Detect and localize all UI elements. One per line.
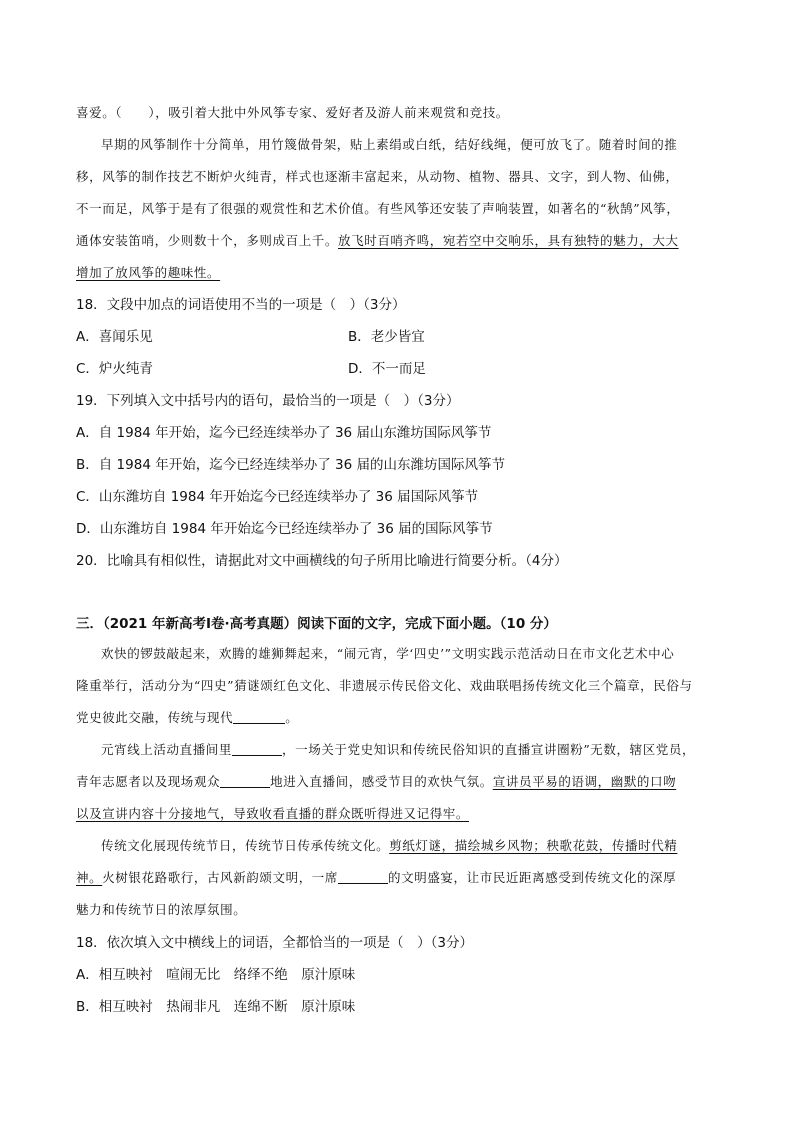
underlined-sentence-start: 宣讲员平易的语调，幽默的口吻 <box>492 774 677 789</box>
passage-b-p3-line-2-text: 火树银花路歌行，古风新韵颂文明，一席 <box>102 870 339 885</box>
passage-b-p3-line-3: 魅力和传统节日的浓厚氛围。 <box>76 902 247 917</box>
fill-blank-3 <box>220 775 270 788</box>
passage-a-line-5-plain: 通体安装笛哨，少则数十个，多则成百上千。 <box>76 233 339 248</box>
question-18-stem: 18．文段中加点的词语使用不当的一项是（ ）（3分） <box>76 297 406 313</box>
passage-a-line-2: 早期的风筝制作十分简单，用竹篾做骨架，贴上素绢或白纸，结好线绳，便可放飞了。随着时间的推 <box>101 137 678 152</box>
question-18-option-c: C．炉火纯青 <box>76 361 153 377</box>
passage-b-p1-line-3-end: 。 <box>285 710 299 725</box>
passage-b-p3-line-1-text: 传统文化展现传统节日，传统节日传承传统文化。 <box>101 838 390 853</box>
passage-a-line-1: 喜爱。（ ），吸引着大批中外风筝专家、爱好者及游人前来观赏和竞技。 <box>76 105 509 120</box>
passage-b-p2-line-2-mid: 地进入直播间，感受节目的欢快气氛。 <box>270 774 493 789</box>
question-19-option-d: D．山东潍坊自 1984 年开始迄今已经连续举办了 36 届的国际风筝节 <box>76 521 493 537</box>
passage-b-p2-line-2-text: 青年志愿者以及现场观众 <box>76 774 221 789</box>
fill-blank-2 <box>232 743 282 756</box>
question-19-option-c: C．山东潍坊自 1984 年开始迄今已经连续举办了 36 届国际风筝节 <box>76 489 479 505</box>
passage-b-p1-line-1: 欢快的锣鼓敲起来，欢腾的雄狮舞起来，“闹元宵，学‘四史’”文明实践示范活动日在市文化艺术中心 <box>101 646 675 661</box>
question-19-option-b: B．自 1984 年开始，迄今已经连续举办了 36 届的山东潍坊国际风筝节 <box>76 457 505 473</box>
passage-a-line-5 <box>76 231 679 249</box>
passage-b-p2-line-2 <box>76 772 676 790</box>
fill-blank-4 <box>338 871 388 884</box>
passage-b-p3-line-2 <box>76 868 676 886</box>
question-19-option-a: A．自 1984 年开始，迄今已经连续举办了 36 届山东潍坊国际风筝节 <box>76 425 492 441</box>
question-18-option-a: A．喜闻乐见 <box>76 329 153 345</box>
passage-b-p2-line-1 <box>101 740 695 758</box>
passage-b-p2-line-1-text: 元宵线上活动直播间里 <box>101 742 233 757</box>
passage-b-p3-line-1 <box>101 836 677 854</box>
underlined-metaphor-sentence-end: 增加了放风筝的趣味性。 <box>76 265 221 280</box>
fill-blank-1 <box>233 711 285 724</box>
question-20-stem: 20．比喻具有相似性，请据此对文中画横线的句子所用比喻进行简要分析。（4分） <box>76 553 568 569</box>
passage-b-p1-line-2: 隆重举行，活动分为“四史”猜谜颂红色文化、非遗展示传民俗文化、戏曲联唱扬传统文化三个篇章，民俗与 <box>76 678 693 693</box>
question-18-option-d: D．不一而足 <box>348 361 426 377</box>
passage-a-line-3: 移，风筝的制作技艺不断炉火纯青，样式也逐渐丰富起来，从动物、植物、器具、文字，到人物、仙佛， <box>76 169 679 184</box>
underlined-parallel-sentence-start: 剪纸灯谜，描绘城乡风物；秧歌花鼓，传播时代精 <box>389 838 678 853</box>
underlined-metaphor-sentence: 放飞时百哨齐鸣，宛若空中交响乐，具有独特的魅力，大大 <box>338 233 679 248</box>
passage-b-p1-line-3-text: 党史彼此交融，传统与现代 <box>76 710 234 725</box>
question-18b-option-b: B．相互映衬 热闹非凡 连绵不断 原汁原味 <box>76 999 356 1015</box>
passage-a-line-4: 不一而足，风筝于是有了很强的观赏性和艺术价值。有些风筝还安装了声响装置，如著名的“秋鹄”风筝， <box>76 201 680 216</box>
question-18b-stem: 18．依次填入文中横线上的词语，全都恰当的一项是（ ）（3分） <box>76 935 474 951</box>
underlined-parallel-sentence-end: 神。 <box>76 870 103 885</box>
passage-b-p1-line-3 <box>76 708 298 726</box>
passage-b-p3-line-2-rest: 的文明盛宴，让市民近距离感受到传统文化的深厚 <box>388 870 677 885</box>
question-19-stem: 19．下列填入文中括号内的语句，最恰当的一项是（ ）（3分） <box>76 393 460 409</box>
section-3-heading: 三．（2021 年新高考Ⅰ卷·高考真题）阅读下面的文字，完成下面小题。（10 分） <box>76 616 557 632</box>
underlined-sentence-end: 以及宣讲内容十分接地气，导致收看直播的群众既听得进又记得牢。 <box>76 806 470 821</box>
question-18b-option-a: A．相互映衬 喧闹无比 络绎不绝 原汁原味 <box>76 967 356 983</box>
passage-b-p2-line-1-rest: ，一场关于党史知识和传统民俗知识的直播宣讲圈粉”无数，辖区党员， <box>282 742 696 757</box>
question-18-option-b: B．老少皆宜 <box>348 329 425 345</box>
